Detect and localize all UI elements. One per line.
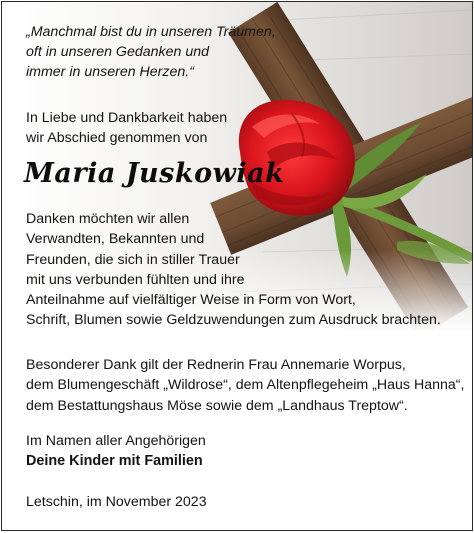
thanks-line: Verwandten, Bekannten und [26,231,205,248]
deceased-name: Maria Juskowiak [24,158,285,189]
special-thanks-line: Besonderer Dank gilt der Rednerin Frau Annemarie Worpus, [26,357,406,373]
place-date: Letschin, im November 2023 [26,494,207,510]
intro-line: wir Abschied genommen von [26,130,208,146]
thanks-line: mit uns verbunden fühlten und ihre [26,271,245,288]
quote-line: immer in unseren Herzen.“ [26,64,194,80]
special-thanks-paragraph [26,355,466,416]
obituary-card [1,1,473,531]
thanks-paragraph [26,209,466,331]
memorial-quote [26,22,276,82]
farewell-intro [26,108,256,148]
thanks-line: Schrift, Blumen sowie Geldzuwendungen zum Ausdruck brachten. [26,312,441,329]
special-thanks-line: dem Bestattungshaus Möse sowie dem „Landhaus Treptow“. [26,397,408,414]
signature-intro: Im Namen aller Angehörigen [26,433,206,449]
thanks-line: Freunden, die sich in stiller Trauer [26,251,240,268]
special-thanks-line: dem Blumengeschäft „Wildrose“, dem Altenpflegeheim „Haus Hanna“, [26,377,465,394]
thanks-line: Danken möchten wir allen [26,211,190,227]
quote-line: „Manchmal bist du in unseren Träumen, [26,24,276,40]
intro-line: In Liebe und Dankbarkeit haben [26,110,228,126]
thanks-line: Anteilnahme auf vielfältiger Weise in Form von Wort, [26,292,356,309]
signature-family: Deine Kinder mit Familien [26,453,203,469]
quote-line: oft in unseren Gedanken und [26,44,209,60]
